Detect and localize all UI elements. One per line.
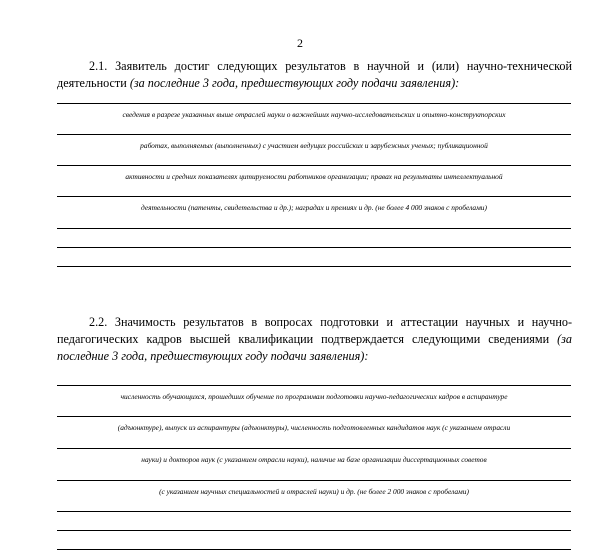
answer-line[interactable] — [57, 165, 571, 166]
field-hint: науки) и докторов наук (с указанием отрасли науки), наличие на базе организации диссертационных советов — [141, 455, 487, 464]
field-hint: (адъюнктуре), выпуск из аспирантуры (адъюнктуры), численность подготовленных кандидатов наук (с указанием отрасли — [117, 423, 511, 432]
answer-line[interactable] — [57, 196, 571, 197]
answer-line[interactable] — [57, 549, 571, 550]
answer-line[interactable] — [57, 385, 571, 386]
answer-line[interactable] — [57, 530, 571, 531]
section-2-1-note: (за последние 3 года, предшествующих году подачи заявления): — [129, 76, 460, 90]
field-hint: активности и средних показателях цитируемости работников организации; правах на результаты интеллектуальной — [125, 172, 503, 181]
answer-line[interactable] — [57, 134, 571, 135]
answer-line[interactable] — [57, 228, 571, 229]
answer-line[interactable] — [57, 103, 571, 104]
section-2-1-text: 2.1. Заявитель достиг следующих результатов в научной и (или) научно-технической деятельности — [57, 59, 572, 90]
section-2-2-note: (за последние 3 года, предшествующих году подачи заявления): — [57, 332, 573, 363]
answer-line[interactable] — [57, 416, 571, 417]
answer-line[interactable] — [57, 247, 571, 248]
answer-line[interactable] — [57, 266, 571, 267]
section-2-2-text: 2.2. Значимость результатов в вопросах подготовки и аттестации научных и научно-педагогических кадров высшей квалификации подтверждается следующими сведениями — [57, 315, 572, 346]
field-hint: численность обучающихся, прошедших обучение по программам подготовки научно-педагогических кадров в аспирантуре — [120, 392, 508, 401]
page-number: 2 — [297, 36, 303, 50]
field-hint: деятельности (патенты, свидетельства и др.); наградах и премиях и др. (не более 4 000 знаков с пробелами) — [141, 203, 487, 212]
section-2-1-paragraph — [57, 58, 572, 92]
answer-line[interactable] — [57, 511, 571, 512]
answer-line[interactable] — [57, 448, 571, 449]
section-2-2-paragraph — [57, 314, 572, 365]
field-hint: (с указанием научных специальностей и отраслей науки) и др. (не более 2 000 знаков с пробелами) — [159, 487, 469, 496]
field-hint: работах, выполняемых (выполненных) с участием ведущих российских и зарубежных ученых; публикационной — [140, 141, 488, 150]
answer-line[interactable] — [57, 480, 571, 481]
field-hint: сведения в разрезе указанных выше отраслей науки о важнейших научно-исследовательских и опытно-конструкторских — [122, 110, 506, 119]
